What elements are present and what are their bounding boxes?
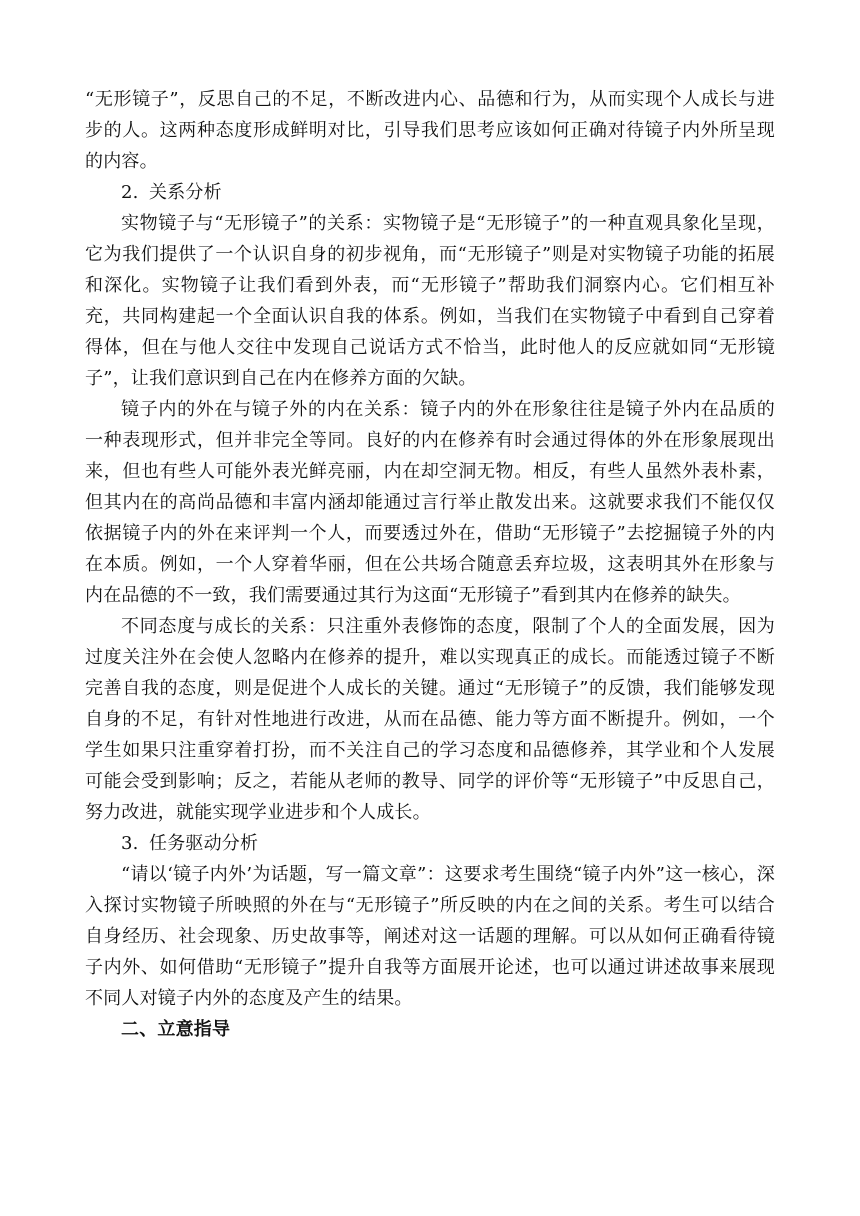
- subheading-title: 任务驱动分析: [149, 833, 259, 854]
- document-body: [85, 84, 775, 1045]
- subheading-number: 2.: [121, 182, 139, 203]
- paragraph-mirror-relationship: 实物镜子与“无形镜子”的关系：实物镜子是“无形镜子”的一种直观具象化呈现，它为我们提供了一个认识自身的初步视角，而“无形镜子”则是对实物镜子功能的拓展和深化。实物镜子让我们看到外表，而“无形镜子”帮助我们洞察内心。它们相互补充，共同构建起一个全面认识自我的体系。例如，当我们在实物镜子中看到自己穿着得体，但在与他人交往中发现自己说话方式不恰当，此时他人的反应就如同“无形镜子”，让我们意识到自己在内在修养方面的欠缺。: [85, 213, 775, 389]
- paragraph-attitude-growth-relationship: 不同态度与成长的关系：只注重外表修饰的态度，限制了个人的全面发展，因为过度关注外在会使人忽略内在修养的提升，难以实现真正的成长。而能透过镜子不断完善自我的态度，则是促进个人成长的关键。通过“无形镜子”的反馈，我们能够发现自身的不足，有针对性地进行改进，从而在品德、能力等方面不断提升。例如，一个学生如果只注重穿着打扮，而不关注自己的学习态度和品德修养，其学业和个人发展可能会受到影响；反之，若能从老师的教导、同学的评价等“无形镜子”中反思自己，努力改进，就能实现学业进步和个人成长。: [85, 616, 775, 823]
- paragraph-outer-inner-relationship: 镜子内的外在与镜子外的内在关系：镜子内的外在形象往往是镜子外内在品质的一种表现形式，但并非完全等同。良好的内在修养有时会通过得体的外在形象展现出来，但也有些人可能外表光鲜亮丽，内在却空洞无物。相反，有些人虽然外表朴素，但其内在的高尚品德和丰富内涵却能通过言行举止散发出来。这就要求我们不能仅仅依据镜子内的外在来评判一个人，而要透过外在，借助“无形镜子”去挖掘镜子外的内在本质。例如，一个人穿着华丽，但在公共场合随意丢弃垃圾，这表明其外在形象与内在品德的不一致，我们需要通过其行为这面“无形镜子”看到其内在修养的缺失。: [85, 399, 775, 606]
- subheading-number: 3.: [121, 833, 139, 854]
- subheading-relationship-analysis: [85, 177, 775, 208]
- paragraph-continuation: “无形镜子”，反思自己的不足，不断改进内心、品德和行为，从而实现个人成长与进步的人。这两种态度形成鲜明对比，引导我们思考应该如何正确对待镜子内外所呈现的内容。: [85, 89, 775, 172]
- section-heading-guidance: 二、立意指导: [121, 1019, 231, 1040]
- subheading-task-analysis: [85, 828, 775, 859]
- subheading-title: 关系分析: [149, 182, 222, 203]
- paragraph-task-requirement: “请以‘镜子内外’为话题，写一篇文章”：这要求考生围绕“镜子内外”这一核心，深入探讨实物镜子所映照的外在与“无形镜子”所反映的内在之间的关系。考生可以结合自身经历、社会现象、历史故事等，阐述对这一话题的理解。可以从如何正确看待镜子内外、如何借助“无形镜子”提升自我等方面展开论述，也可以通过讲述故事来展现不同人对镜子内外的态度及产生的结果。: [85, 864, 775, 1009]
